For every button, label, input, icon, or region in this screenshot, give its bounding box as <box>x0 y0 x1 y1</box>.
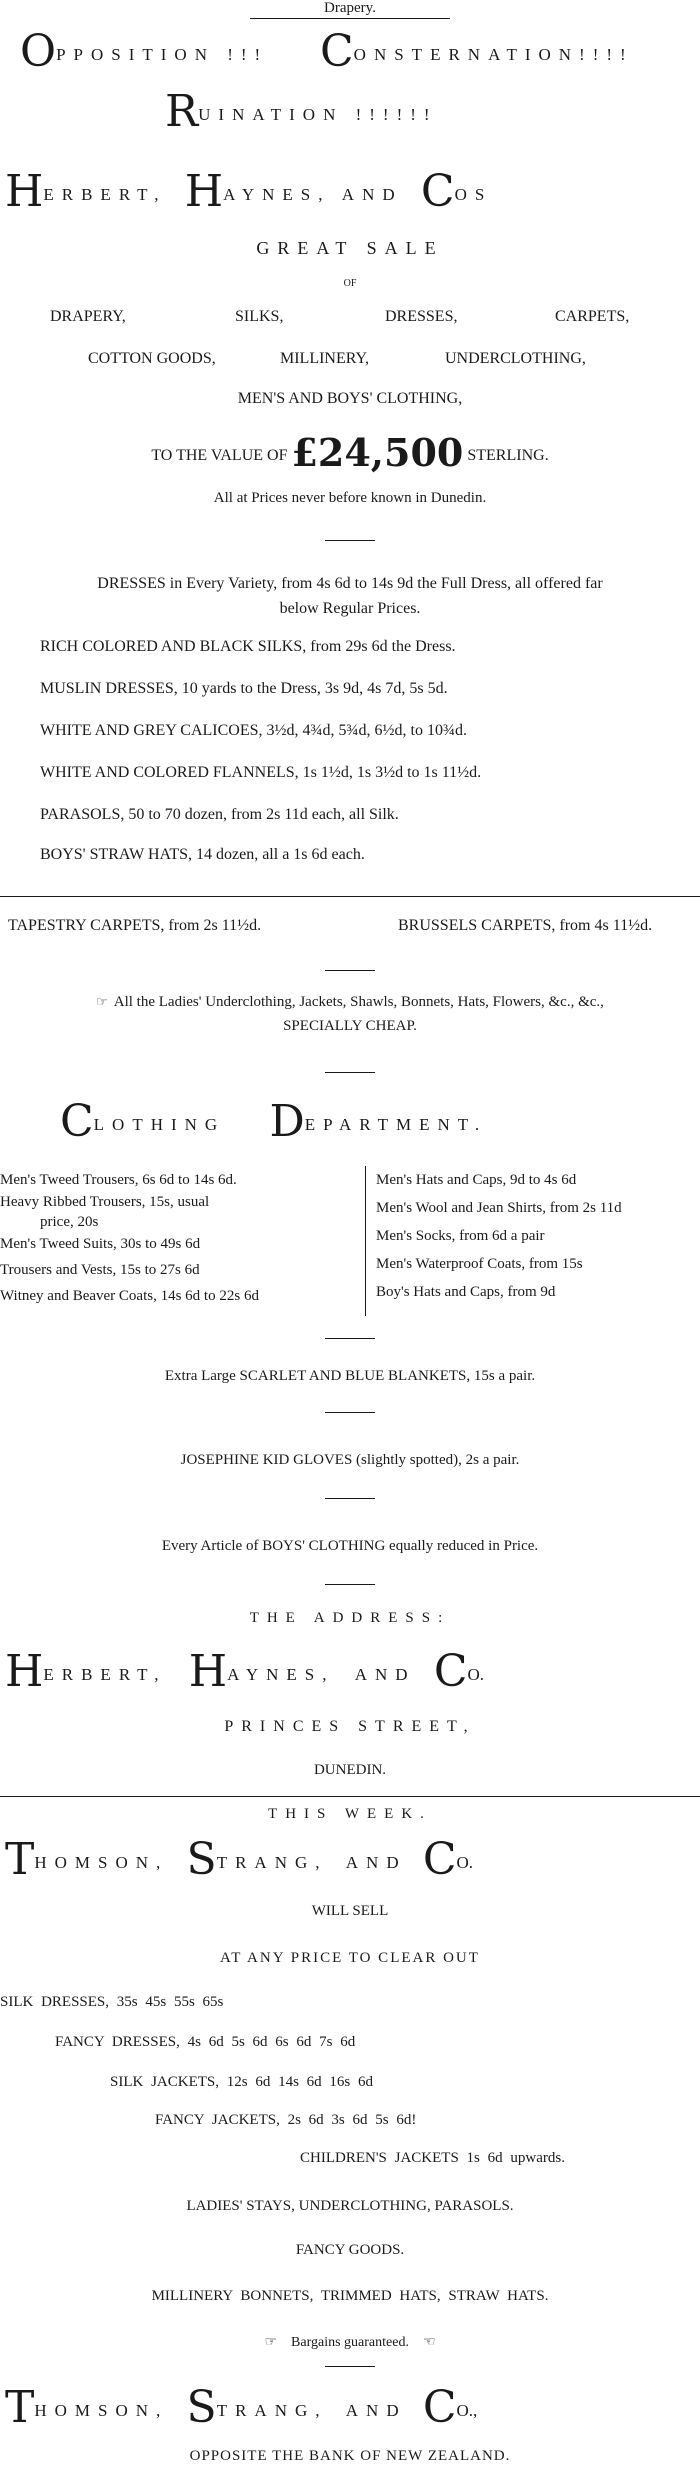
category: COTTON GOODS, <box>88 350 216 367</box>
prices-note: All at Prices never before known in Dunedin. <box>213 490 487 506</box>
line-silk-dresses: SILK DRESSES, 35s 45s 55s 65s <box>0 1994 224 2010</box>
address-label: THE ADDRESS: <box>249 1610 451 1626</box>
blankets-note: Extra Large SCARLET AND BLUE BLANKETS, 15s a pair. <box>164 1368 536 1384</box>
item-calicoes: WHITE AND GREY CALICOES, 3½d, 4¾d, 5¾d, 6½d, to 10¾d. <box>40 722 467 739</box>
divider <box>325 1584 375 1585</box>
item-flannels: WHITE AND COLORED FLANNELS, 1s 1½d, 1s 3½d to 1s 11½d. <box>40 764 482 781</box>
headline-consternation: CONSTERNATION!!!! <box>320 26 634 77</box>
clothing-left-column: Men's Tweed Trousers, 6s 6d to 14s 6d. Heavy Ribbed Trousers, 15s, usual price, 20s Men's Tweed Suits, 30s to 49s 6d Trousers and Vests, 15s to 27s 6d Witney and Beaver Coats, 14s 6d to 22s 6d <box>0 1172 259 1304</box>
great-sale: GREAT SALE <box>256 238 444 258</box>
category: MEN'S AND BOYS' CLOTHING, <box>237 390 463 407</box>
firm-name-herbert-haynes-footer: HERBERT, HAYNES, AND CO. <box>5 1646 485 1697</box>
firm-name-herbert-haynes: HERBERT, HAYNES, AND COS <box>5 166 493 217</box>
bargains-note: ☞ Bargains guaranteed. ☜ <box>264 2335 436 2350</box>
boys-clothing-note: Every Article of BOYS' CLOTHING equally reduced in Price. <box>161 1538 539 1554</box>
firm-name-thomson-strang-footer: THOMSON, STRANG, AND CO., <box>5 2382 478 2433</box>
sale-amount: £24,500 <box>291 430 464 475</box>
line-fancy-goods: FANCY GOODS. <box>295 2242 405 2258</box>
headline-ruination: RUINATION !!!!!! <box>165 86 438 137</box>
section-header: Drapery. <box>324 0 376 16</box>
this-week: THIS WEEK. <box>268 1806 432 1822</box>
divider <box>325 1338 375 1339</box>
ladies-note: ☞ All the Ladies' Underclothing, Jackets, Shawls, Bonnets, Hats, Flowers, &c., &c., SPECIALLY CHEAP. <box>96 994 604 1034</box>
item-muslin: MUSLIN DRESSES, 10 yards to the Dress, 3s 9d, 4s 7d, 5s 5d. <box>40 680 448 697</box>
category: UNDERCLOTHING, <box>445 350 586 367</box>
divider <box>325 970 375 971</box>
category: CARPETS, <box>555 308 630 325</box>
line-millinery: MILLINERY BONNETS, TRIMMED HATS, STRAW HATS. <box>151 2288 549 2304</box>
will-sell: WILL SELL <box>311 1903 389 1919</box>
line-silk-jackets: SILK JACKETS, 12s 6d 14s 6d 16s 6d <box>110 2074 374 2090</box>
carpets-brussels: BRUSSELS CARPETS, from 4s 11½d. <box>398 917 653 934</box>
clothing-right-column: Men's Hats and Caps, 9d to 4s 6d Men's Wool and Jean Shirts, from 2s 11d Men's Socks, from 6d a pair Men's Waterproof Coats, from 15s Boy's Hats and Caps, from 9d <box>376 1172 622 1300</box>
item-dresses: DRESSES in Every Variety, from 4s 6d to 14s 9d the Full Dress, all offered far below Regular Prices. <box>97 575 603 617</box>
category: DRAPERY, <box>50 308 126 325</box>
gloves-note: JOSEPHINE KID GLOVES (slightly spotted), 2s a pair. <box>180 1452 520 1468</box>
category: DRESSES, <box>385 308 458 325</box>
category: SILKS, <box>235 308 284 325</box>
divider <box>325 1412 375 1413</box>
of-label: OF <box>343 278 357 289</box>
divider <box>325 1072 375 1073</box>
pointing-hand-icon: ☞ <box>96 994 108 1009</box>
clear-out: AT ANY PRICE TO CLEAR OUT <box>220 1950 480 1966</box>
carpets-tapestry: TAPESTRY CARPETS, from 2s 11½d. <box>8 917 262 934</box>
divider <box>325 1498 375 1499</box>
pointing-hand-icon: ☞ <box>264 2335 278 2350</box>
firm-name-thomson-strang: THOMSON, STRANG, AND CO. <box>5 1834 474 1885</box>
item-hats: BOYS' STRAW HATS, 14 dozen, all a 1s 6d each. <box>40 846 365 863</box>
address-opposite-bank: OPPOSITE THE BANK OF NEW ZEALAND. <box>189 2448 511 2464</box>
sale-value: TO THE VALUE OF £24,500 STERLING. <box>151 430 549 475</box>
line-fancy-dresses: FANCY DRESSES, 4s 6d 5s 6d 6s 6d 7s 6d <box>55 2034 356 2050</box>
street: PRINCES STREET, <box>224 1718 476 1735</box>
category: MILLINERY, <box>280 350 370 367</box>
headline-opposition: OPPOSITION !!! <box>20 26 269 77</box>
item-parasols: PARASOLS, 50 to 70 dozen, from 2s 11d each, all Silk. <box>40 806 399 823</box>
divider <box>250 18 450 19</box>
item-silks: RICH COLORED AND BLACK SILKS, from 29s 6d the Dress. <box>40 638 456 655</box>
pointing-hand-icon: ☜ <box>422 2335 436 2350</box>
line-ladies-stays: LADIES' STAYS, UNDERCLOTHING, PARASOLS. <box>186 2198 514 2214</box>
city: DUNEDIN. <box>313 1762 387 1778</box>
column-divider <box>365 1166 366 1316</box>
divider <box>0 1796 700 1797</box>
line-childrens-jackets: CHILDREN'S JACKETS 1s 6d upwards. <box>300 2150 565 2166</box>
divider <box>0 896 700 897</box>
heading-clothing-department: CLOTHING DEPARTMENT. <box>60 1096 488 1147</box>
divider <box>325 2366 375 2367</box>
line-fancy-jackets: FANCY JACKETS, 2s 6d 3s 6d 5s 6d! <box>155 2112 417 2128</box>
divider <box>325 540 375 541</box>
